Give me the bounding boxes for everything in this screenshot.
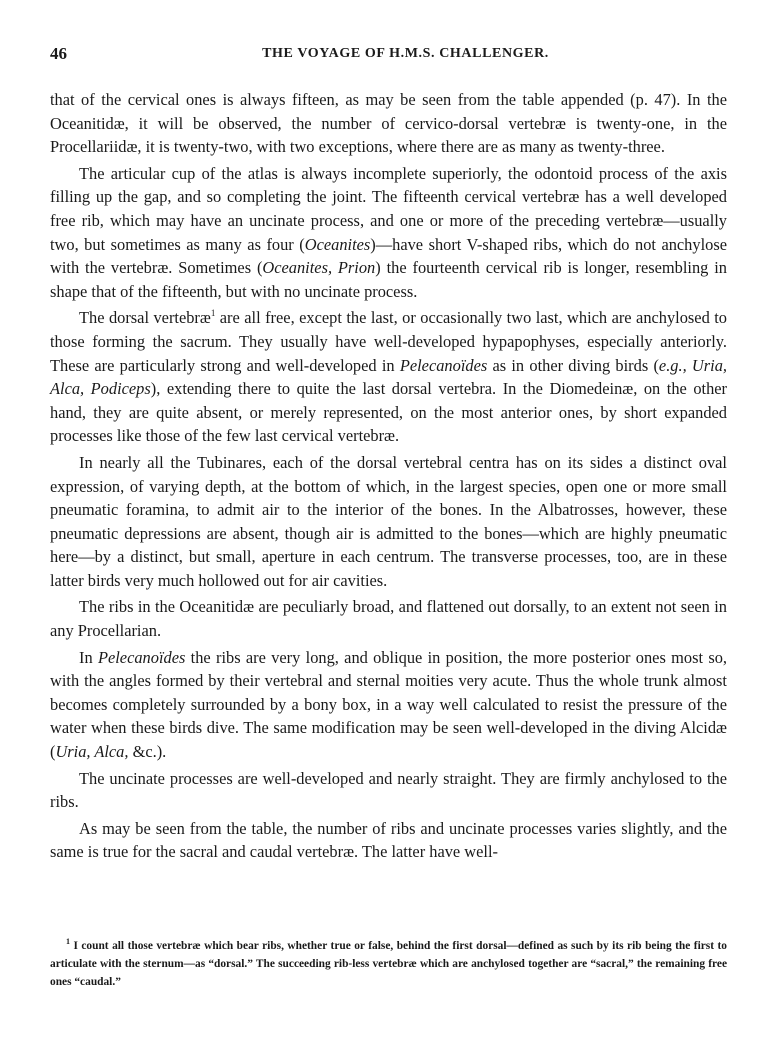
- text-run: In: [79, 647, 98, 667]
- paragraph: [50, 306, 727, 448]
- paragraph: [50, 451, 727, 593]
- text-run: )—have short V-shaped ribs, which do not anchylose with the vertebræ. Sometimes (: [50, 234, 727, 278]
- paragraph: [50, 646, 727, 764]
- text-run: As may be seen from the table, the number of ribs and uncinate processes varies slightly, and the same is true for the sacral and caudal vertebræ. The latter have well-: [50, 818, 727, 862]
- italic-text: Oceanites: [304, 234, 371, 254]
- italic-text: Pelecanoïdes: [97, 647, 186, 667]
- italic-text: Uria, Alca,: [55, 742, 129, 762]
- text-run: The ribs in the Oceanitidæ are peculiarly broad, and flattened out dorsally, to an extent not seen in any Procellarian.: [50, 597, 727, 641]
- paragraph: [50, 595, 727, 642]
- running-title: THE VOYAGE OF H.M.S. CHALLENGER.: [262, 46, 549, 61]
- italic-text: Oceanites, Prion: [262, 258, 376, 278]
- footnote-text: I count all those vertebræ which bear ribs, whether true or false, behind the first dorsal—defined as such by its rib being the first to articulate with the sternum—as “dorsal.” The succeeding rib-less vertebræ which are anchylosed together are “sacral,” the remaining free ones “caudal.”: [50, 940, 727, 988]
- text-run: The dorsal vertebræ: [79, 308, 211, 328]
- text-run: The articular cup of the atlas is always incomplete superiorly, the odontoid process of the axis filling up the gap, and so completing the joint. The fifteenth cervical vertebræ has a well developed free rib, which may have an uncinate process, and one or more of the preceding vertebræ—usually two, but sometimes as many as four (: [50, 163, 727, 254]
- text-run: &c.).: [128, 742, 167, 762]
- body-text: [50, 88, 727, 867]
- text-run: the ribs are very long, and oblique in position, the more posterior ones most so, with the angles formed by their vertebral and sternal moities very acute. Thus the whole trunk almost becomes completely surrounded by a bony box, in a way well calculated to resist the pressure of the water when these birds dive. The same modification may be seen well-developed in the diving Alcidæ (: [50, 647, 727, 762]
- italic-text: e.g., Uria, Alca, Podiceps: [50, 355, 727, 399]
- paragraph: [50, 767, 727, 814]
- text-run: that of the cervical ones is always fifteen, as may be seen from the table appended (p. 47). In the Oceanitidæ, it will be observed, the number of cervico-dorsal vertebræ is twenty-one, in the Procellariidæ, it is twenty-two, with two exceptions, where there are as many as twenty-three.: [50, 90, 727, 157]
- italic-text: Pelecanoïdes: [399, 355, 488, 375]
- page-number: 46: [50, 44, 67, 63]
- text-run: The uncinate processes are well-developed and nearly straight. They are firmly anchylosed to the ribs.: [50, 768, 727, 812]
- footnote-reference: 1: [210, 308, 216, 319]
- paragraph: [50, 817, 727, 864]
- paragraph: [50, 88, 727, 159]
- footnote: [50, 937, 727, 991]
- page-header: [50, 44, 725, 68]
- text-run: ), extending there to quite the last dorsal vertebra. In the Diomedeinæ, on the other hand, they are quite absent, or merely represented, on the most anterior ones, by short expanded processes like those of the few last cervical vertebræ.: [50, 379, 728, 446]
- paragraph: [50, 162, 727, 304]
- text-run: as in other diving birds (: [487, 355, 659, 375]
- text-run: ) the fourteenth cervical rib is longer, resembling in shape that of the fifteenth, but with no uncinate process.: [50, 258, 727, 301]
- footnote-marker: 1: [66, 937, 70, 946]
- text-run: are all free, except the last, or occasionally two last, which are anchylosed to those forming the sacrum. They usually have well-developed hypapophyses, especially anteriorly. These are particularly strong and well-developed in: [50, 308, 727, 375]
- text-run: In nearly all the Tubinares, each of the dorsal vertebral centra has on its sides a distinct oval expression, of varying depth, at the bottom of which, in the largest species, open one or more small pneumatic foramina, to admit air to the interior of the bones. In the Albatrosses, however, these pneumatic depressions are absent, though air is admitted to the bones—which are highly pneumatic here—by a distinct, but small, aperture in each centrum. The transverse processes, too, are in these latter birds very much hollowed out for air cavities.: [50, 452, 727, 590]
